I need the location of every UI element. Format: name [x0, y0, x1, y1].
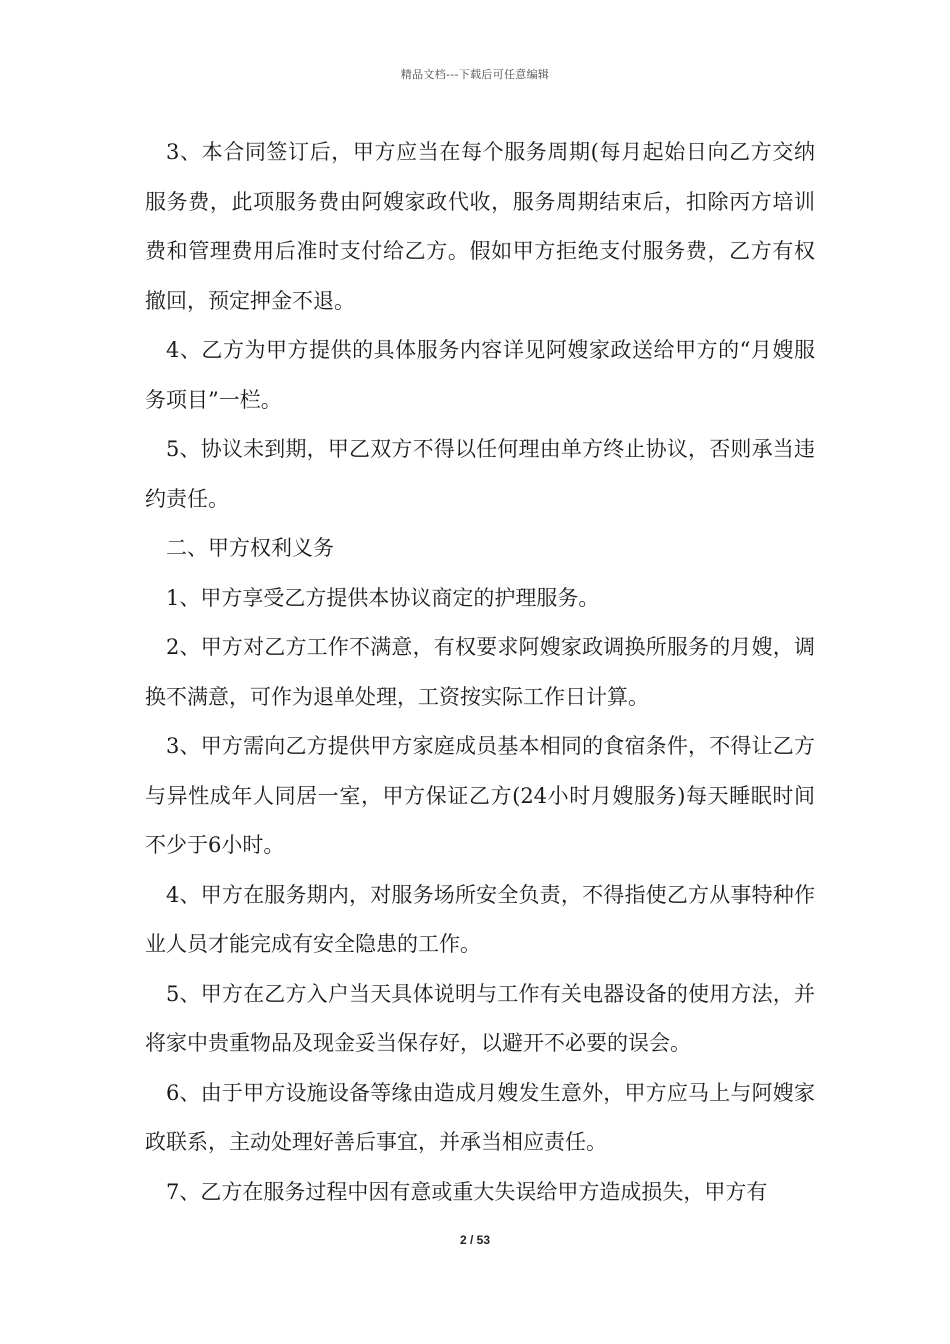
paragraph: 3、甲方需向乙方提供甲方家庭成员基本相同的食宿条件，不得让乙方与异性成年人同居一室，甲方保证乙方(24小时月嫂服务)每天睡眠时间不少于6小时。: [145, 734, 815, 857]
section-heading: 二、甲方权利义务: [166, 536, 334, 560]
page-header: 精品文档---下载后可任意编辑: [400, 68, 550, 81]
paragraph: 4、甲方在服务期内，对服务场所安全负责，不得指使乙方从事特种作业人员才能完成有安全隐患的工作。: [145, 882, 815, 956]
paragraph: 4、乙方为甲方提供的具体服务内容详见阿嫂家政送给甲方的“月嫂服务项目”一栏。: [145, 338, 815, 412]
paragraph: 7、乙方在服务过程中因有意或重大失误给甲方造成损失，甲方有: [166, 1179, 768, 1204]
paragraph: 1、甲方享受乙方提供本协议商定的护理服务。: [166, 585, 600, 610]
paragraph: 2、甲方对乙方工作不满意，有权要求阿嫂家政调换所服务的月嫂，调换不满意，可作为退单处理，工资按实际工作日计算。: [145, 635, 815, 709]
paragraph: 3、本合同签订后，甲方应当在每个服务周期(每月起始日向乙方交纳服务费，此项服务费由阿嫂家政代收，服务周期结束后，扣除丙方培训费和管理费用后准时支付给乙方。假如甲方拒绝支付服务费，乙方有权撤回，预定押金不退。: [145, 140, 815, 313]
paragraph: 6、由于甲方设施设备等缘由造成月嫂发生意外，甲方应马上与阿嫂家政联系，主动处理好善后事宜，并承当相应责任。: [145, 1080, 815, 1154]
paragraph: 5、甲方在乙方入户当天具体说明与工作有关电器设备的使用方法，并将家中贵重物品及现金妥当保存好，以避开不必要的误会。: [145, 981, 815, 1055]
paragraph: 5、协议未到期，甲乙双方不得以任何理由单方终止协议，否则承当违约责任。: [145, 437, 815, 511]
document-body: [145, 128, 815, 1217]
page-number: 2 / 53: [459, 1233, 491, 1247]
